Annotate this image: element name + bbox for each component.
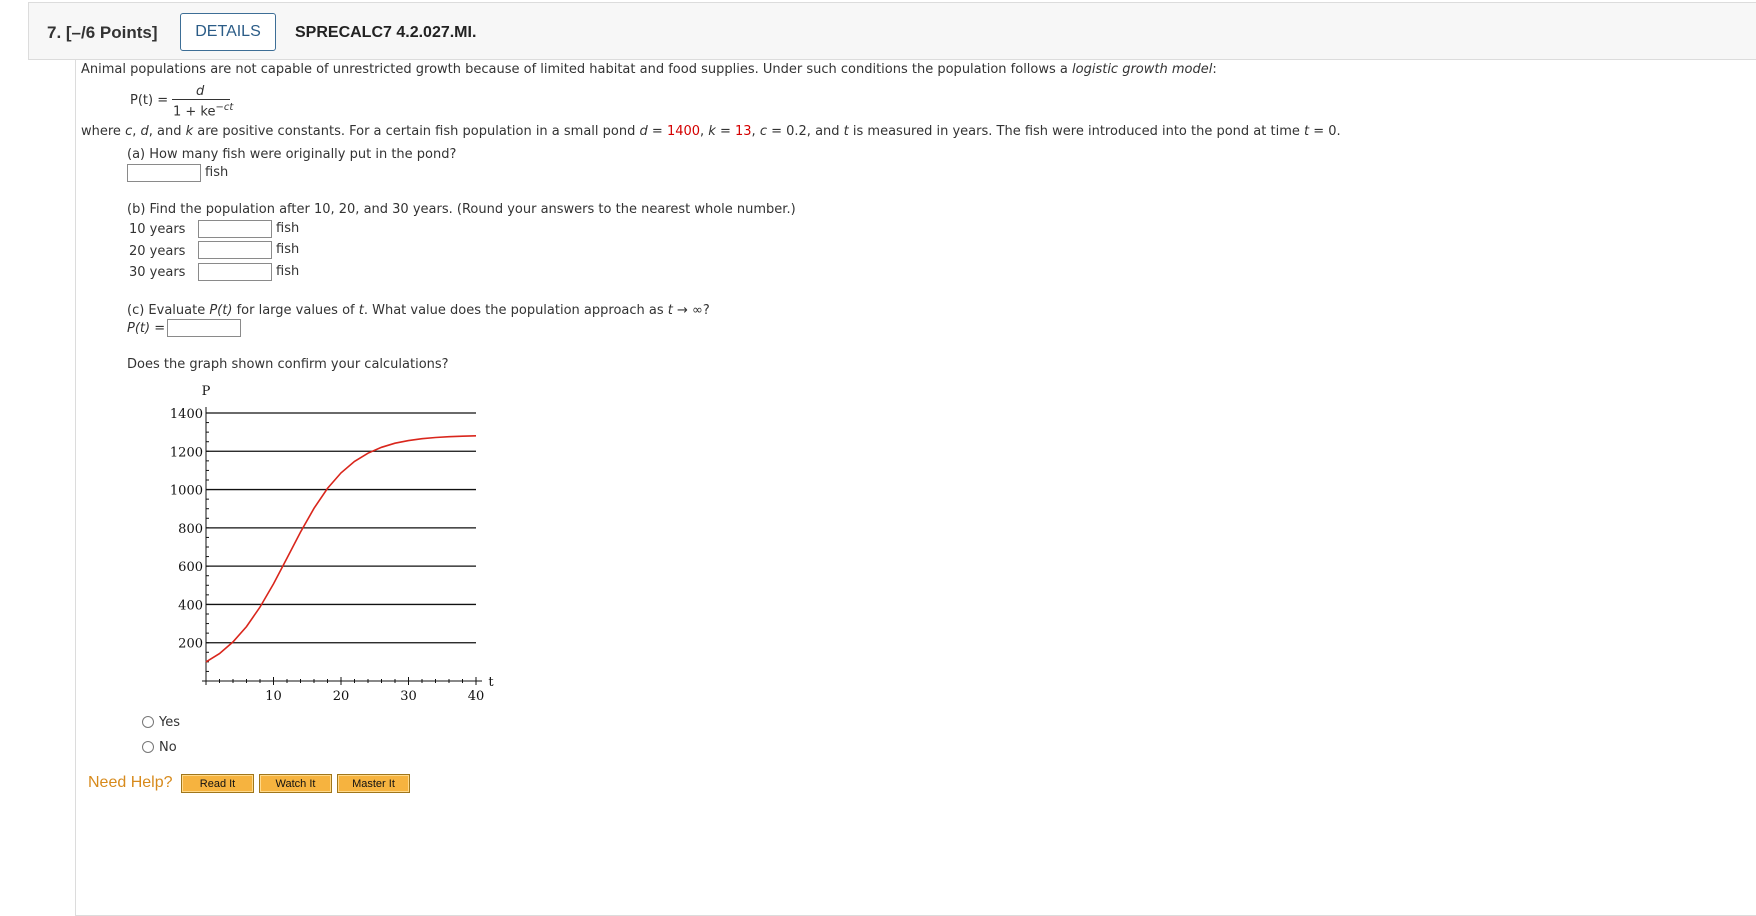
y-tick-label: 800 [178, 521, 203, 537]
y-tick-label: 200 [178, 636, 203, 652]
x-tick-label: 40 [467, 689, 485, 704]
part-c-answer-label: P(t) = [127, 321, 166, 336]
formula-denominator: $1 + ke^{-ct}$ [173, 102, 234, 120]
part-b-label-20: 20 years [129, 244, 186, 259]
y-tick-label: 600 [178, 560, 203, 576]
y-tick-label: 400 [178, 598, 203, 614]
part-a-input[interactable] [127, 164, 201, 182]
read-it-button[interactable]: Read It [181, 774, 254, 793]
question-code: SPRECALC7 4.2.027.MI. [295, 24, 477, 41]
radio-yes[interactable] [142, 716, 154, 728]
x-tick-label: 30 [400, 689, 417, 704]
formula-lhs: P(t) = [130, 93, 169, 108]
part-b-label-10: 10 years [129, 222, 186, 237]
part-b-unit-10: fish [276, 221, 300, 236]
part-b-label-30: 30 years [129, 265, 186, 280]
part-b-input-20[interactable] [198, 241, 272, 259]
population-curve [206, 436, 476, 662]
question-number: 7. [–/6 Points] [47, 23, 158, 42]
part-c-input[interactable] [167, 319, 241, 337]
y-axis-label: P [201, 384, 211, 399]
part-b-question: (b) Find the population after 10, 20, and 30 years. (Round your answers to the nearest whole number.) [127, 202, 796, 217]
y-tick-label: 1200 [169, 445, 203, 461]
part-c-question: (c) Evaluate P(t) for large values of t. What value does the population approach as t → ∞? [127, 303, 710, 318]
part-b-input-10[interactable] [198, 220, 272, 238]
k-value: 13 [735, 124, 752, 139]
part-b-unit-20: fish [276, 242, 300, 257]
graph-question: Does the graph shown confirm your calculations? [127, 357, 449, 372]
watch-it-button[interactable]: Watch It [259, 774, 332, 793]
part-b-input-30[interactable] [198, 263, 272, 281]
part-a-question: (a) How many fish were originally put in the pond? [127, 147, 457, 162]
constants-text: where c, d, and k are positive constants. For a certain fish population in a small pond d = 1400, k = 13, c = 0.2, and t is measured in years. The fish were introduced into the pond at time t = 0. [81, 124, 1341, 139]
x-axis-label: t [488, 675, 494, 690]
need-help-label: Need Help? [88, 774, 173, 791]
details-button[interactable]: DETAILS [180, 13, 276, 51]
intro-text: Animal populations are not capable of unrestricted growth because of limited habitat and food supplies. Under such conditions the population follows a logistic growth model: [81, 62, 1217, 77]
y-tick-label: 1400 [169, 407, 203, 422]
master-it-button[interactable]: Master It [337, 774, 410, 793]
y-tick-label: 1000 [169, 483, 203, 499]
x-tick-label: 20 [332, 689, 350, 704]
part-a-unit: fish [205, 165, 229, 180]
radio-no[interactable] [142, 741, 154, 753]
x-tick-label: 10 [265, 689, 282, 704]
choice-yes-label: Yes [159, 715, 180, 730]
formula-numerator: d [196, 84, 205, 99]
fraction-bar [172, 99, 230, 100]
logistic-graph [165, 378, 495, 708]
part-b-unit-30: fish [276, 264, 300, 279]
question-header [28, 2, 1756, 60]
choice-no-label: No [159, 740, 177, 755]
d-value: 1400 [666, 124, 701, 139]
